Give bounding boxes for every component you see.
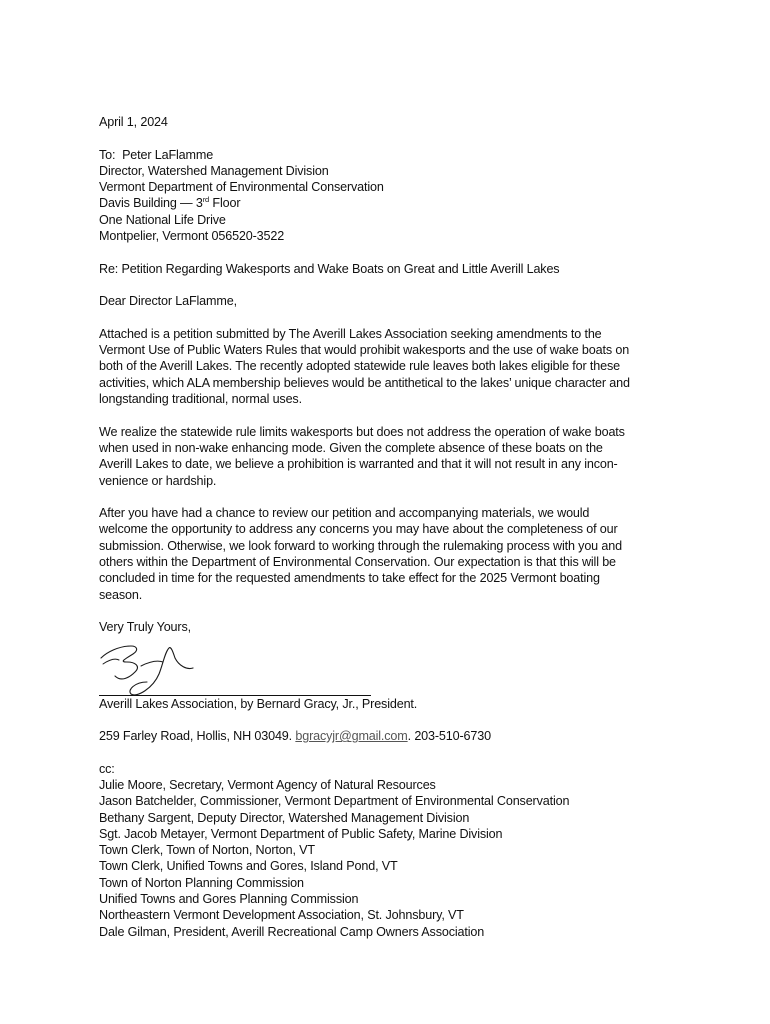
recipient-title: Director, Watershed Management Division [99,163,329,178]
cc-item: Town Clerk, Town of Norton, Norton, VT [99,843,315,858]
building-superscript: rd [202,195,210,205]
cc-item: Unified Towns and Gores Planning Commission [99,892,359,907]
signature-image [97,638,207,696]
signature [99,638,679,696]
paragraph-line: submission. Otherwise, we look forward to working through the rulemaking process with you and [99,538,622,553]
paragraph-line: Averill Lakes to date, we believe a prohibition is warranted and that it will not result in any incon- [99,457,618,472]
recipient-name-line [99,147,679,163]
signature-block: Averill Lakes Association, by Bernard Gracy, Jr., President. [99,696,418,711]
paragraph-line: others within the Department of Environmental Conservation. Our expectation is that this will be [99,555,616,570]
closing: Very Truly Yours, [99,620,191,635]
cc-item: Town Clerk, Unified Towns and Gores, Island Pond, VT [99,859,398,874]
signature-line [99,695,371,696]
cc-item: Julie Moore, Secretary, Vermont Agency of Natural Resources [99,777,436,792]
recipient-prefix: To: [99,147,116,162]
paragraph-line: longstanding traditional, normal uses. [99,392,302,407]
paragraph-line: season. [99,587,143,602]
recipient-building [99,195,679,211]
paragraph-line: both of the Averill Lakes. The recently adopted statewide rule leaves both lakes eligible for these [99,359,620,374]
cc-item: Sgt. Jacob Metayer, Vermont Department of Public Safety, Marine Division [99,826,503,841]
salutation: Dear Director LaFlamme, [99,294,237,309]
cc-label: cc: [99,761,115,776]
building-suffix: Floor [209,196,241,211]
recipient-name: Peter LaFlamme [122,147,214,162]
building-prefix: Davis Building — 3 [99,196,203,211]
recipient-department: Vermont Department of Environmental Conservation [99,180,384,195]
email-link[interactable]: bgracyjr@gmail.com [295,729,408,744]
cc-item: Bethany Sargent, Deputy Director, Watershed Management Division [99,810,470,825]
cc-list [99,777,679,940]
cc-item: Jason Batchelder, Commissioner, Vermont Department of Environmental Conservation [99,794,570,809]
letter-date: April 1, 2024 [99,115,168,129]
paragraph-line: Vermont Use of Public Waters Rules that would prohibit wakesports and the use of wake boats on [99,343,630,358]
paragraph-line: when used in non-wake enhancing mode. Given the complete absence of these boats on the [99,440,603,455]
paragraph-line: Attached is a petition submitted by The Averill Lakes Association seeking amendments to the [99,326,602,341]
contact-line [99,728,679,744]
cc-item: Dale Gilman, President, Averill Recreational Camp Owners Association [99,924,485,939]
paragraph-line: We realize the statewide rule limits wakesports but does not address the operation of wake boats [99,424,625,439]
paragraph-line: After you have had a chance to review our petition and accompanying materials, we would [99,506,590,521]
cc-item: Northeastern Vermont Development Association, St. Johnsbury, VT [99,908,464,923]
subject-line: Re: Petition Regarding Wakesports and Wake Boats on Great and Little Averill Lakes [99,261,560,276]
recipient-city: Montpelier, Vermont 056520-3522 [99,229,285,244]
paragraph-line: concluded in time for the requested amendments to take effect for the 2025 Vermont boating [99,571,600,586]
paragraph-1 [99,326,679,407]
contact-phone: . 203-510-6730 [407,729,491,744]
paragraph-line: venience or hardship. [99,473,217,488]
paragraph-line: activities, which ALA membership believes would be antithetical to the lakes’ unique character and [99,375,630,390]
cc-item: Town of Norton Planning Commission [99,875,304,890]
recipient-address [99,147,679,245]
paragraph-line: welcome the opportunity to address any concerns you may have about the completeness of our [99,522,618,537]
contact-address: 259 Farley Road, Hollis, NH 03049. [99,729,296,744]
letter-body [99,114,679,940]
recipient-street: One National Life Drive [99,212,226,227]
paragraph-2 [99,424,679,489]
paragraph-3 [99,505,679,603]
